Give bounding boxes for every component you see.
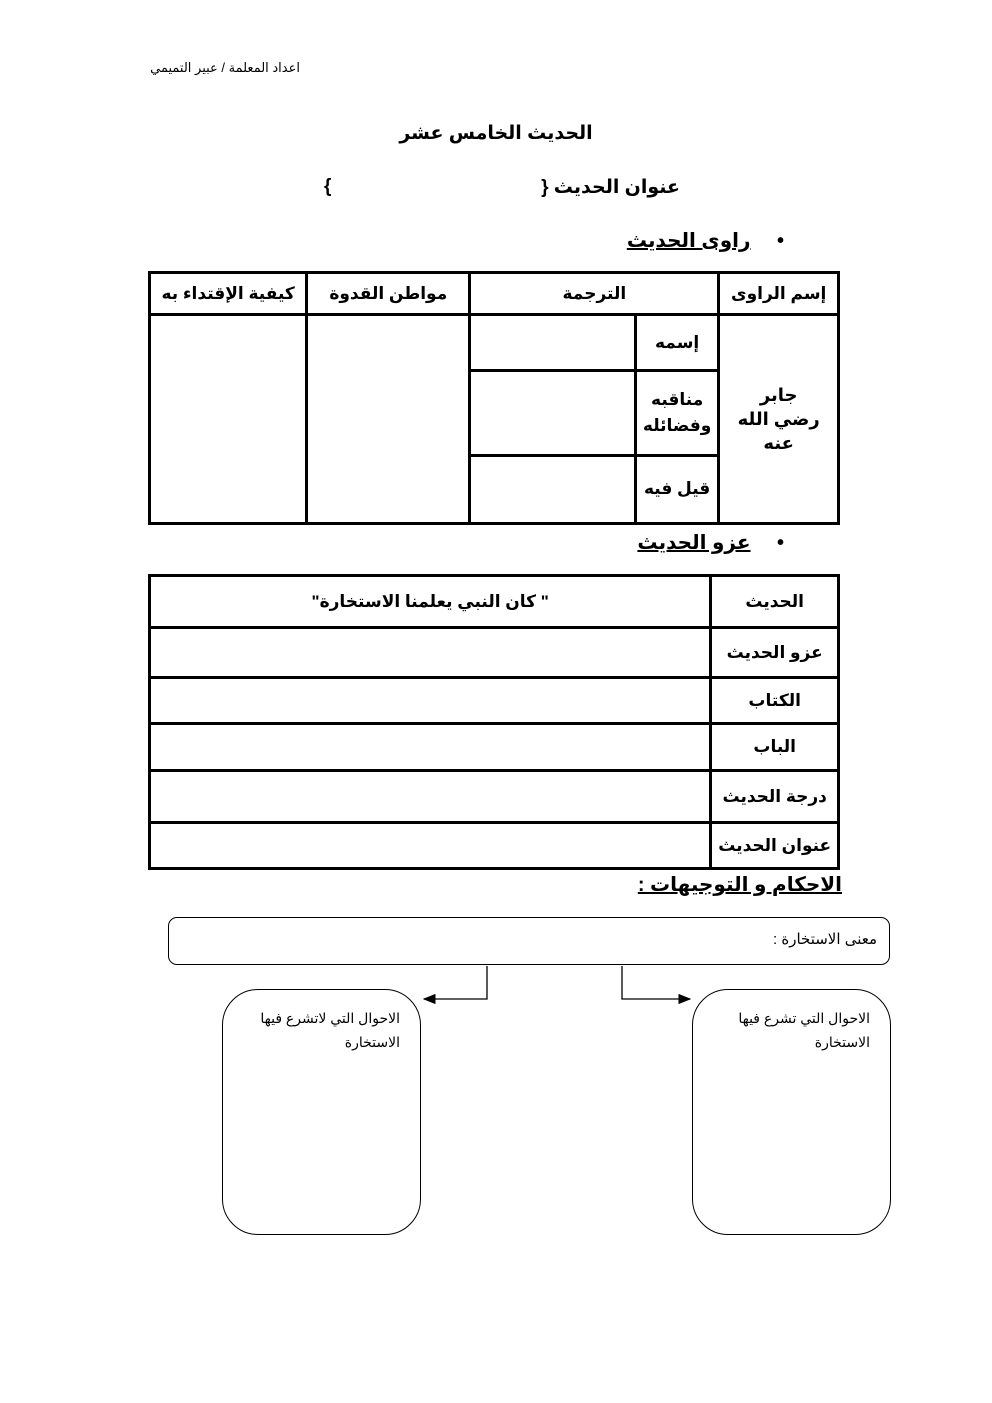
- bio-row-name: إسمه: [635, 315, 718, 371]
- page-title: الحديث الخامس عشر: [399, 123, 593, 144]
- col-how-to-follow: كيفية الإقتداء به: [150, 273, 307, 315]
- col-role-model: مواطن القدوة: [307, 273, 470, 315]
- row-label-title: عنوان الحديث: [711, 823, 839, 869]
- row-label-chapter: الباب: [711, 724, 839, 771]
- author-credit: اعداد المعلمة / عبير التميمي: [150, 60, 300, 75]
- row-value-hadith: " كان النبي يعلمنا الاستخارة": [150, 576, 711, 628]
- row-label-hadith: الحديث: [711, 576, 839, 628]
- row-label-book: الكتاب: [711, 678, 839, 724]
- bullet-icon: •: [776, 230, 784, 252]
- bullet-icon: •: [776, 532, 784, 554]
- bio-row-sayings: قيل فيه: [635, 455, 718, 523]
- not-allowed-cases-box[interactable]: [222, 989, 421, 1235]
- row-label-grade: درجة الحديث: [711, 771, 839, 823]
- attribution-heading-text: عزو الحديث: [637, 532, 751, 554]
- rulings-heading: الاحكام و التوجيهات :: [637, 874, 842, 896]
- allowed-cases-box[interactable]: [692, 989, 891, 1235]
- subtitle-label: عنوان الحديث: [553, 177, 680, 198]
- meaning-label: معنى الاستخارة :: [773, 931, 877, 948]
- not-allowed-cases-label: الاحوال التي لاتشرع فيها الاستخارة: [260, 1010, 400, 1050]
- narrator-name-cell: جابر رضي الله عنه: [719, 315, 839, 524]
- bio-row-virtues: مناقبه وفضائله: [635, 371, 718, 455]
- arrow-to-allowed: [622, 966, 690, 999]
- row-label-attribution: عزو الحديث: [711, 628, 839, 678]
- narrator-heading-text: راوى الحديث: [626, 230, 751, 252]
- col-narrator-name: إسم الراوى: [719, 273, 839, 315]
- brace-close: }: [324, 176, 332, 197]
- brace-open: {: [541, 177, 549, 198]
- allowed-cases-label: الاحوال التي تشرع فيها الاستخارة: [738, 1010, 870, 1050]
- col-biography: الترجمة: [470, 273, 719, 315]
- arrow-to-not-allowed: [424, 966, 487, 999]
